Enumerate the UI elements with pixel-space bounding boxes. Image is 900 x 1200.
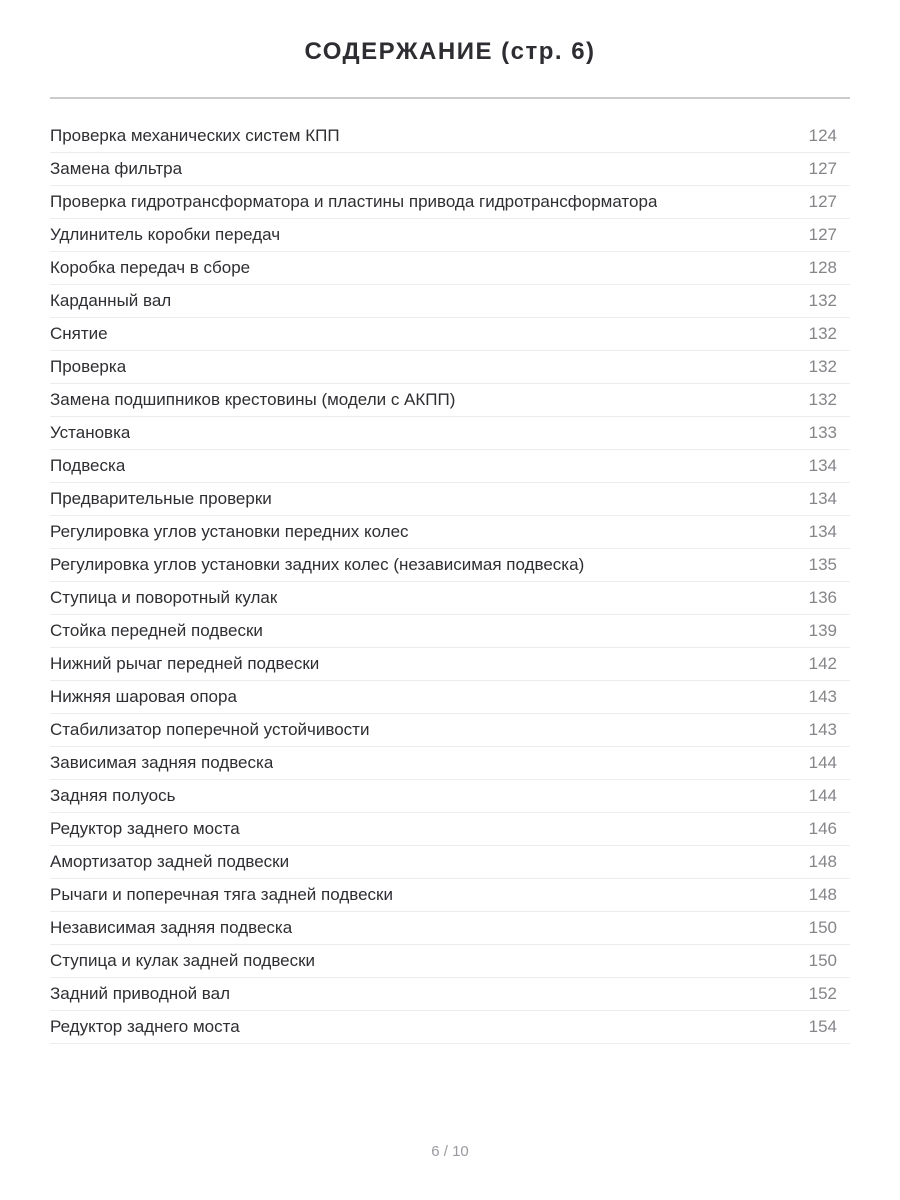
toc-entry-label: Проверка механических систем КПП (50, 126, 340, 145)
page-title: СОДЕРЖАНИЕ (стр. 6) (304, 38, 596, 65)
toc-entry[interactable] (50, 483, 850, 516)
toc-entry[interactable] (50, 714, 850, 747)
toc-entry-label: Ступица и поворотный кулак (50, 588, 278, 607)
toc-list (50, 120, 850, 1044)
toc-entry[interactable] (50, 780, 850, 813)
toc-entry-page-number: 132 (808, 390, 837, 409)
toc-entry[interactable] (50, 186, 850, 219)
toc-entry-page-number: 132 (808, 357, 837, 376)
toc-entry[interactable] (50, 846, 850, 879)
toc-entry[interactable] (50, 516, 850, 549)
toc-entry-page-number: 146 (808, 819, 837, 838)
toc-entry[interactable] (50, 384, 850, 417)
toc-entry-page-number: 128 (808, 258, 837, 277)
toc-entry-page-number: 150 (808, 918, 837, 937)
title-divider (50, 97, 850, 99)
toc-entry-label: Ступица и кулак задней подвески (50, 951, 316, 970)
toc-entry[interactable] (50, 1011, 850, 1044)
toc-entry[interactable] (50, 153, 850, 186)
toc-entry-label: Стойка передней подвески (50, 621, 263, 640)
toc-entry-label: Нижняя шаровая опора (50, 687, 237, 706)
toc-entry-page-number: 148 (808, 885, 837, 904)
toc-entry-page-number: 139 (808, 621, 837, 640)
toc-entry-label: Задняя полуось (50, 786, 176, 805)
toc-entry[interactable] (50, 879, 850, 912)
toc-entry[interactable] (50, 615, 850, 648)
toc-entry[interactable] (50, 450, 850, 483)
toc-entry-label: Удлинитель коробки передач (50, 225, 281, 244)
toc-entry-page-number: 142 (808, 654, 837, 673)
toc-entry-label: Проверка (50, 357, 127, 376)
toc-entry[interactable] (50, 648, 850, 681)
page-indicator: 6 / 10 (431, 1143, 469, 1160)
toc-entry-label: Зависимая задняя подвеска (50, 753, 274, 772)
toc-entry-page-number: 127 (808, 192, 837, 211)
toc-entry-page-number: 134 (808, 522, 837, 541)
toc-entry-label: Амортизатор задней подвески (50, 852, 290, 871)
toc-entry-label: Подвеска (50, 456, 126, 475)
toc-entry-page-number: 143 (808, 687, 837, 706)
toc-entry[interactable] (50, 285, 850, 318)
toc-entry[interactable] (50, 351, 850, 384)
toc-entry-label: Стабилизатор поперечной устойчивости (50, 720, 370, 739)
toc-entry-page-number: 127 (808, 159, 837, 178)
toc-entry[interactable] (50, 813, 850, 846)
toc-entry-label: Нижний рычаг передней подвески (50, 654, 320, 673)
toc-entry-label: Задний приводной вал (50, 984, 231, 1003)
toc-entry-page-number: 132 (808, 324, 837, 343)
toc-entry[interactable] (50, 582, 850, 615)
toc-entry-page-number: 133 (808, 423, 837, 442)
toc-entry-label: Независимая задняя подвеска (50, 918, 293, 937)
toc-entry-page-number: 143 (808, 720, 837, 739)
toc-entry[interactable] (50, 945, 850, 978)
toc-entry-page-number: 152 (808, 984, 837, 1003)
toc-entry[interactable] (50, 978, 850, 1011)
toc-entry-page-number: 127 (808, 225, 837, 244)
toc-entry-page-number: 134 (808, 489, 837, 508)
toc-entry-label: Редуктор заднего моста (50, 1017, 240, 1036)
toc-entry-label: Регулировка углов установки задних колес (независимая подвеска) (50, 555, 585, 574)
toc-entry-label: Замена подшипников крестовины (модели с АКПП) (50, 390, 456, 409)
toc-entry-label: Редуктор заднего моста (50, 819, 240, 838)
toc-entry-page-number: 124 (808, 126, 837, 145)
toc-entry[interactable] (50, 417, 850, 450)
toc-entry-label: Предварительные проверки (50, 489, 272, 508)
toc-entry-label: Замена фильтра (50, 159, 183, 178)
toc-entry-page-number: 148 (808, 852, 837, 871)
toc-entry[interactable] (50, 318, 850, 351)
toc-entry[interactable] (50, 120, 850, 153)
toc-entry[interactable] (50, 747, 850, 780)
toc-entry-page-number: 144 (808, 753, 837, 772)
toc-entry-label: Рычаги и поперечная тяга задней подвески (50, 885, 393, 904)
toc-entry-label: Проверка гидротрансформатора и пластины привода гидротрансформатора (50, 192, 658, 211)
toc-entry-page-number: 132 (808, 291, 837, 310)
toc-entry-label: Установка (50, 423, 131, 442)
toc-entry[interactable] (50, 549, 850, 582)
toc-entry-label: Карданный вал (50, 291, 172, 310)
toc-entry[interactable] (50, 219, 850, 252)
toc-entry-page-number: 136 (808, 588, 837, 607)
toc-entry-label: Коробка передач в сборе (50, 258, 251, 277)
toc-entry-page-number: 154 (808, 1017, 837, 1036)
toc-entry-page-number: 135 (808, 555, 837, 574)
toc-entry[interactable] (50, 252, 850, 285)
toc-entry[interactable] (50, 681, 850, 714)
toc-entry[interactable] (50, 912, 850, 945)
toc-entry-page-number: 144 (808, 786, 837, 805)
toc-entry-page-number: 150 (808, 951, 837, 970)
toc-entry-page-number: 134 (808, 456, 837, 475)
toc-entry-label: Регулировка углов установки передних колес (50, 522, 409, 541)
toc-entry-label: Снятие (50, 324, 108, 343)
